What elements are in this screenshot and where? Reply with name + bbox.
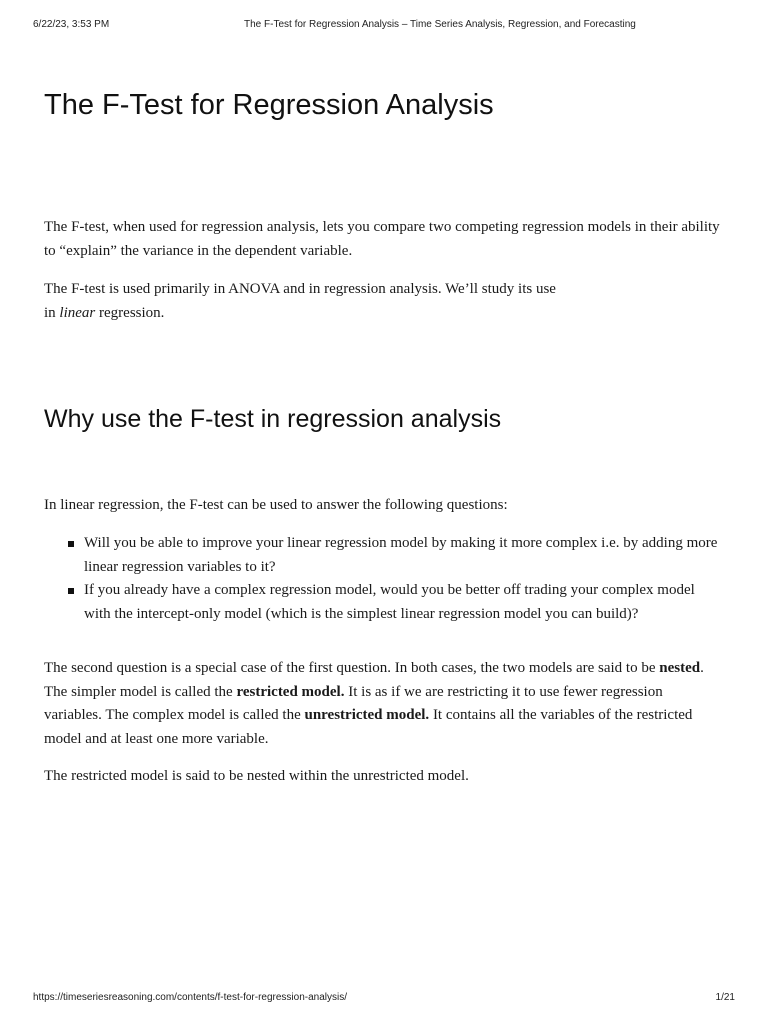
list-item-text: Will you be able to improve your linear regression model by making it more complex i.e. by adding more linear regression variables to it? xyxy=(84,535,718,575)
list-item xyxy=(44,532,724,579)
list-item-text: If you already have a complex regression model, would you be better off trading your complex model with the intercept-only model (which is the simplest linear regression model you can build)? xyxy=(84,582,695,622)
intro-p2-in: in xyxy=(44,304,60,321)
section-heading: Why use the F-test in regression analysis xyxy=(44,405,502,433)
nested-text-4: It contains all the variables of the restricted model and at least one more variable. xyxy=(44,707,693,747)
nested-text-3: It is as if we are restricting it to use fewer regression variables. The complex model is called the xyxy=(44,683,663,723)
page-title: The F-Test for Regression Analysis xyxy=(44,89,494,121)
intro-p2-text: The F-test is used primarily in ANOVA and in regression analysis. We’ll study its use xyxy=(44,281,556,297)
list-item xyxy=(44,579,724,626)
nested-models-paragraph xyxy=(44,657,724,751)
intro-p2-after: regression. xyxy=(95,304,165,321)
print-header-title: The F-Test for Regression Analysis – Time Series Analysis, Regression, and Forecasting xyxy=(244,19,636,30)
restricted-model-term: restricted model. xyxy=(236,683,345,700)
nested-text-2: . The simpler model is called the xyxy=(44,660,704,700)
intro-p2-italic: linear xyxy=(59,304,96,321)
nested-text-1: The second question is a special case of the first question. In both cases, the two models are said to be xyxy=(44,660,660,676)
page-number: 1/21 xyxy=(715,992,735,1003)
nested-term: nested xyxy=(659,660,701,676)
questions-list xyxy=(44,532,724,626)
intro-paragraph-1: The F-test, when used for regression analysis, lets you compare two competing regression models in their ability to “explain” the variance in the dependent variable. xyxy=(44,219,720,259)
print-date: 6/22/23, 3:53 PM xyxy=(33,19,110,30)
bullet-square-icon xyxy=(68,541,74,547)
questions-intro: In linear regression, the F-test can be used to answer the following questions: xyxy=(44,497,508,513)
print-footer-url: https://timeseriesreasoning.com/contents/f-test-for-regression-analysis/ xyxy=(33,992,348,1003)
nested-note-paragraph: The restricted model is said to be nested within the unrestricted model. xyxy=(44,768,469,784)
unrestricted-model-term: unrestricted model. xyxy=(304,707,430,723)
bullet-square-icon xyxy=(68,588,74,594)
intro-paragraph-2 xyxy=(44,278,724,325)
